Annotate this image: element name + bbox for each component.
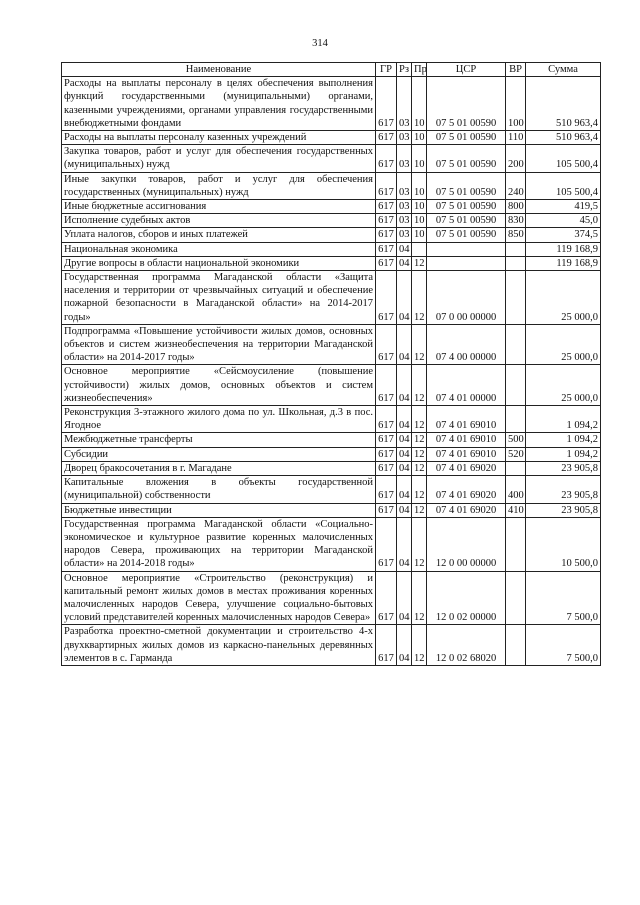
cell-rz: 04 [397, 433, 412, 447]
cell-csr: 07 0 00 00000 [427, 271, 506, 325]
page-number: 314 [312, 38, 328, 49]
header-csr: ЦСР [427, 63, 506, 77]
cell-name: Основное мероприятие «Сейсмоусиление (повышение устойчивости) жилых домов, основных объектов и систем жизнеобеспечения» [62, 365, 376, 406]
cell-rz: 04 [397, 503, 412, 517]
cell-vr [506, 517, 526, 571]
table-body [62, 77, 601, 666]
cell-gr: 617 [376, 145, 397, 172]
cell-vr: 520 [506, 447, 526, 461]
cell-gr: 617 [376, 324, 397, 365]
cell-sum: 25 000,0 [526, 365, 601, 406]
cell-name: Национальная экономика [62, 242, 376, 256]
table-header-row [62, 63, 601, 77]
cell-rz: 04 [397, 571, 412, 625]
cell-gr: 617 [376, 625, 397, 666]
cell-rz: 04 [397, 447, 412, 461]
table-row [62, 172, 601, 199]
cell-csr: 07 5 01 00590 [427, 200, 506, 214]
table-row [62, 447, 601, 461]
cell-sum: 23 905,8 [526, 503, 601, 517]
header-gr: ГР [376, 63, 397, 77]
cell-name: Иные закупки товаров, работ и услуг для обеспечения государственных (муниципальных) нужд [62, 172, 376, 199]
cell-name: Уплата налогов, сборов и иных платежей [62, 228, 376, 242]
cell-rz: 03 [397, 131, 412, 145]
cell-gr: 617 [376, 172, 397, 199]
cell-csr: 07 5 01 00590 [427, 214, 506, 228]
table-row [62, 461, 601, 475]
cell-pr: 12 [412, 256, 427, 270]
cell-gr: 617 [376, 200, 397, 214]
cell-rz: 04 [397, 256, 412, 270]
cell-rz: 03 [397, 77, 412, 131]
cell-name: Исполнение судебных актов [62, 214, 376, 228]
cell-gr: 617 [376, 242, 397, 256]
cell-sum: 1 094,2 [526, 406, 601, 433]
cell-pr: 12 [412, 324, 427, 365]
cell-name: Другие вопросы в области национальной экономики [62, 256, 376, 270]
cell-name: Реконструкция 3-этажного жилого дома по ул. Школьная, д.3 в пос. Ягодное [62, 406, 376, 433]
cell-csr: 07 5 01 00590 [427, 228, 506, 242]
cell-rz: 03 [397, 214, 412, 228]
cell-vr [506, 625, 526, 666]
cell-sum: 25 000,0 [526, 271, 601, 325]
cell-sum: 25 000,0 [526, 324, 601, 365]
table-row [62, 517, 601, 571]
table-row [62, 228, 601, 242]
cell-sum: 105 500,4 [526, 145, 601, 172]
cell-gr: 617 [376, 406, 397, 433]
table-row [62, 145, 601, 172]
cell-pr: 10 [412, 228, 427, 242]
cell-csr: 07 5 01 00590 [427, 145, 506, 172]
cell-name: Государственная программа Магаданской области «Социально-экономическое и культурное развитие коренных малочисленных народов Севера, проживающих на территории Магаданской области» на 2014-2018 годы» [62, 517, 376, 571]
cell-vr [506, 324, 526, 365]
cell-name: Субсидии [62, 447, 376, 461]
cell-vr [506, 461, 526, 475]
cell-name: Закупка товаров, работ и услуг для обеспечения государственных (муниципальных) нужд [62, 145, 376, 172]
cell-sum: 23 905,8 [526, 461, 601, 475]
cell-sum: 510 963,4 [526, 77, 601, 131]
cell-vr: 800 [506, 200, 526, 214]
cell-csr: 07 5 01 00590 [427, 77, 506, 131]
cell-rz: 04 [397, 476, 412, 503]
cell-csr: 07 5 01 00590 [427, 131, 506, 145]
cell-pr: 12 [412, 625, 427, 666]
cell-sum: 7 500,0 [526, 571, 601, 625]
cell-gr: 617 [376, 517, 397, 571]
cell-pr: 12 [412, 461, 427, 475]
cell-gr: 617 [376, 433, 397, 447]
cell-name: Разработка проектно-сметной документации и строительство 4-х двухквартирных жилых домов из каркасно-панельных деревянных элементов в с. Гарманда [62, 625, 376, 666]
cell-vr: 110 [506, 131, 526, 145]
cell-rz: 04 [397, 625, 412, 666]
cell-vr: 100 [506, 77, 526, 131]
budget-table [61, 62, 601, 666]
table-row [62, 433, 601, 447]
cell-sum: 119 168,9 [526, 242, 601, 256]
cell-name: Иные бюджетные ассигнования [62, 200, 376, 214]
table-row [62, 200, 601, 214]
cell-vr: 400 [506, 476, 526, 503]
cell-sum: 105 500,4 [526, 172, 601, 199]
cell-csr: 07 4 00 00000 [427, 324, 506, 365]
cell-gr: 617 [376, 503, 397, 517]
cell-pr: 12 [412, 571, 427, 625]
cell-pr: 12 [412, 365, 427, 406]
table-row [62, 503, 601, 517]
cell-pr: 10 [412, 145, 427, 172]
cell-pr: 12 [412, 476, 427, 503]
cell-gr: 617 [376, 77, 397, 131]
cell-pr: 10 [412, 77, 427, 131]
cell-csr [427, 256, 506, 270]
cell-name: Государственная программа Магаданской области «Защита населения и территории от чрезвычайных ситуаций и обеспечение пожарной безопасности в Магаданской области» на 2014-2017 годы» [62, 271, 376, 325]
cell-vr: 410 [506, 503, 526, 517]
cell-pr [412, 242, 427, 256]
table-row [62, 625, 601, 666]
cell-gr: 617 [376, 461, 397, 475]
cell-vr: 240 [506, 172, 526, 199]
cell-pr: 12 [412, 271, 427, 325]
cell-gr: 617 [376, 228, 397, 242]
cell-vr [506, 242, 526, 256]
table-row [62, 406, 601, 433]
cell-name: Основное мероприятие «Строительство (реконструкция) и капитальный ремонт жилых домов в местах проживания коренных малочисленных народов Севера, улучшение социально-бытовых условий представителей коренных малочисленных народов Севера» [62, 571, 376, 625]
cell-rz: 04 [397, 406, 412, 433]
cell-vr [506, 406, 526, 433]
cell-csr [427, 242, 506, 256]
table-row [62, 256, 601, 270]
cell-gr: 617 [376, 271, 397, 325]
cell-vr [506, 365, 526, 406]
cell-rz: 04 [397, 324, 412, 365]
cell-sum: 1 094,2 [526, 433, 601, 447]
cell-gr: 617 [376, 214, 397, 228]
cell-name: Расходы на выплаты персоналу в целях обеспечения выполнения функций государственными (муниципальными) органами, казенными учреждениями, органами управления государственными внебюджетными фондами [62, 77, 376, 131]
cell-pr: 10 [412, 214, 427, 228]
cell-csr: 07 5 01 00590 [427, 172, 506, 199]
cell-vr [506, 571, 526, 625]
table-row [62, 242, 601, 256]
cell-csr: 12 0 02 00000 [427, 571, 506, 625]
cell-sum: 419,5 [526, 200, 601, 214]
cell-sum: 510 963,4 [526, 131, 601, 145]
cell-vr: 830 [506, 214, 526, 228]
cell-gr: 617 [376, 447, 397, 461]
cell-name: Капитальные вложения в объекты государственной (муниципальной) собственности [62, 476, 376, 503]
cell-sum: 7 500,0 [526, 625, 601, 666]
cell-rz: 04 [397, 461, 412, 475]
cell-sum: 10 500,0 [526, 517, 601, 571]
cell-csr: 07 4 01 69010 [427, 406, 506, 433]
table-row [62, 571, 601, 625]
table-row [62, 131, 601, 145]
cell-csr: 07 4 01 69020 [427, 461, 506, 475]
cell-rz: 03 [397, 200, 412, 214]
cell-sum: 45,0 [526, 214, 601, 228]
header-name: Наименование [62, 63, 376, 77]
cell-pr: 10 [412, 200, 427, 214]
cell-gr: 617 [376, 571, 397, 625]
cell-sum: 119 168,9 [526, 256, 601, 270]
cell-name: Бюджетные инвестиции [62, 503, 376, 517]
cell-vr: 200 [506, 145, 526, 172]
header-sum: Сумма [526, 63, 601, 77]
table-row [62, 214, 601, 228]
table-row [62, 271, 601, 325]
cell-pr: 12 [412, 503, 427, 517]
cell-name: Расходы на выплаты персоналу казенных учреждений [62, 131, 376, 145]
header-rz: Рз [397, 63, 412, 77]
cell-csr: 07 4 01 69020 [427, 503, 506, 517]
cell-gr: 617 [376, 476, 397, 503]
table-row [62, 77, 601, 131]
cell-csr: 12 0 02 68020 [427, 625, 506, 666]
cell-pr: 12 [412, 433, 427, 447]
cell-csr: 12 0 00 00000 [427, 517, 506, 571]
cell-rz: 04 [397, 517, 412, 571]
table-row [62, 324, 601, 365]
cell-sum: 374,5 [526, 228, 601, 242]
cell-rz: 04 [397, 365, 412, 406]
cell-sum: 1 094,2 [526, 447, 601, 461]
cell-rz: 03 [397, 172, 412, 199]
cell-pr: 12 [412, 406, 427, 433]
cell-csr: 07 4 01 69010 [427, 433, 506, 447]
cell-sum: 23 905,8 [526, 476, 601, 503]
cell-name: Межбюджетные трансферты [62, 433, 376, 447]
header-vr: ВР [506, 63, 526, 77]
cell-csr: 07 4 01 00000 [427, 365, 506, 406]
cell-vr: 500 [506, 433, 526, 447]
table-row [62, 476, 601, 503]
cell-name: Подпрограмма «Повышение устойчивости жилых домов, основных объектов и систем жизнеобеспечения на территории Магаданской области» на 2014-2017 годы» [62, 324, 376, 365]
cell-pr: 10 [412, 172, 427, 199]
cell-rz: 03 [397, 228, 412, 242]
cell-csr: 07 4 01 69020 [427, 476, 506, 503]
cell-csr: 07 4 01 69010 [427, 447, 506, 461]
cell-rz: 04 [397, 271, 412, 325]
cell-vr: 850 [506, 228, 526, 242]
cell-pr: 12 [412, 447, 427, 461]
cell-gr: 617 [376, 131, 397, 145]
cell-rz: 04 [397, 242, 412, 256]
cell-name: Дворец бракосочетания в г. Магадане [62, 461, 376, 475]
table-row [62, 365, 601, 406]
cell-rz: 03 [397, 145, 412, 172]
cell-gr: 617 [376, 256, 397, 270]
cell-vr [506, 256, 526, 270]
cell-gr: 617 [376, 365, 397, 406]
cell-vr [506, 271, 526, 325]
header-pr: Пр [412, 63, 427, 77]
cell-pr: 10 [412, 131, 427, 145]
cell-pr: 12 [412, 517, 427, 571]
